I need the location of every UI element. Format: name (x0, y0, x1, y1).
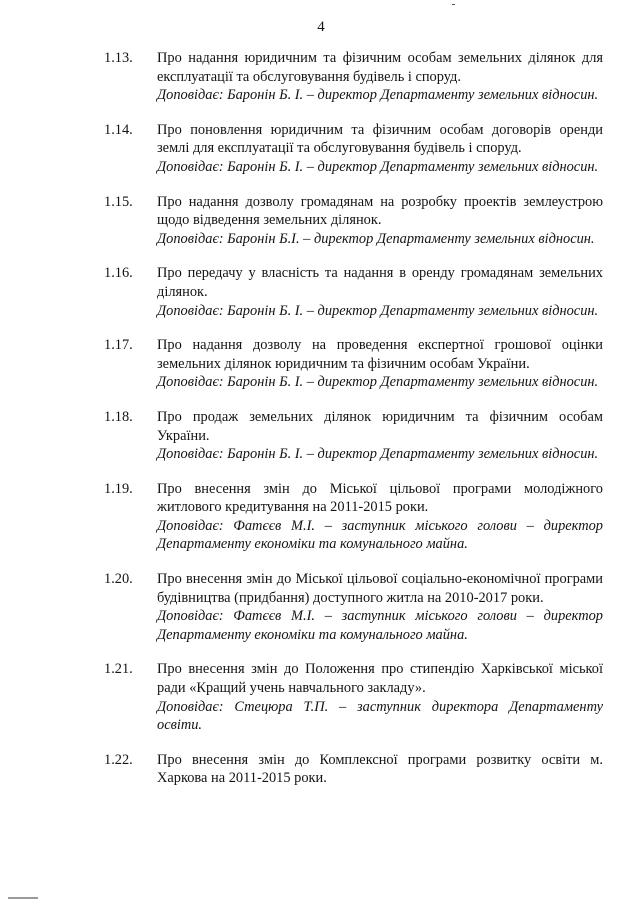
item-body (157, 336, 603, 392)
item-title: Про надання юридичним та фізичним особам земельних ділянок для експлуатації та обслуговування будівель і споруд. (157, 50, 603, 85)
item-body (157, 121, 603, 177)
item-body (157, 49, 603, 105)
item-title: Про надання дозволу громадянам на розробку проектів землеустрою щодо відведення земельних ділянок. (157, 193, 603, 229)
agenda-item (0, 660, 642, 734)
item-title: Про надання дозволу на проведення експертної грошової оцінки земельних ділянок юридичним та фізичним особам України. (157, 337, 603, 372)
agenda-item (0, 336, 642, 392)
agenda-item (0, 408, 642, 464)
page-number: 4 (317, 19, 325, 35)
item-title: Про продаж земельних ділянок юридичним та фізичним особам України. (157, 408, 603, 444)
item-number: 1.21. (104, 661, 133, 678)
item-title: Про внесення змін до Міської цільової соціально-економічної програми будівництва (придбання) доступного житла на 2010-2017 роки. (157, 571, 603, 606)
agenda-item (0, 480, 642, 554)
item-speaker: Доповідає: Баронін Б. І. – директор Департаменту земельних відносин. (157, 87, 599, 104)
item-number: 1.18. (104, 408, 133, 425)
agenda-item (0, 193, 642, 249)
item-body (157, 193, 603, 249)
item-number: 1.16. (104, 265, 133, 282)
item-body (157, 480, 603, 554)
item-speaker: Доповідає: Баронін Б. І. – директор Департаменту земельних відносин. (157, 158, 599, 175)
item-title: Про внесення змін до Міської цільової програми молодіжного житлового кредитування на 2011-2015 роки. (157, 480, 603, 516)
item-body (157, 751, 603, 788)
agenda-list (0, 49, 642, 804)
agenda-item (0, 264, 642, 320)
agenda-item (0, 49, 642, 105)
item-number: 1.17. (104, 337, 133, 354)
item-speaker: Доповідає: Баронін Б. І. – директор Департаменту земельних відносин. (157, 374, 599, 391)
item-body (157, 264, 603, 320)
scan-mark (452, 4, 455, 5)
item-number: 1.15. (104, 193, 133, 210)
item-number: 1.14. (104, 121, 133, 138)
item-number: 1.22. (104, 751, 133, 768)
agenda-item (0, 570, 642, 644)
item-number: 1.20. (104, 571, 133, 588)
item-number: 1.13. (104, 50, 133, 66)
item-body (157, 408, 603, 464)
item-title: Про передачу у власність та надання в оренду громадянам земельних ділянок. (157, 265, 603, 300)
item-speaker: Доповідає: Фатєєв М.І. – заступник міського голови – директор Департаменту економіки та комунального майна. (157, 608, 603, 643)
item-speaker: Доповідає: Баронін Б.І. – директор Департаменту земельних відносин. (157, 230, 595, 247)
item-speaker: Доповідає: Баронін Б. І. – директор Департаменту земельних відносин. (157, 446, 599, 463)
item-speaker: Доповідає: Баронін Б. І. – директор Департаменту земельних відносин. (157, 302, 599, 319)
scan-corner-mark (8, 897, 38, 899)
agenda-item (0, 751, 642, 788)
item-body (157, 570, 603, 644)
item-title: Про поновлення юридичним та фізичним особам договорів оренди землі для експлуатації та обслуговування будівель і споруд. (157, 121, 603, 157)
agenda-item (0, 121, 642, 177)
item-speaker: Доповідає: Стецюра Т.П. – заступник директора Департаменту освіти. (157, 698, 603, 734)
item-title: Про внесення змін до Комплексної програми розвитку освіти м. Харкова на 2011-2015 роки. (157, 751, 603, 787)
item-title: Про внесення змін до Положення про стипендію Харківської міської ради «Кращий учень навчального закладу». (157, 661, 603, 697)
item-speaker: Доповідає: Фатєєв М.І. – заступник міського голови – директор Департаменту економіки та комунального майна. (157, 517, 603, 553)
item-number: 1.19. (104, 480, 133, 497)
item-body (157, 660, 603, 734)
